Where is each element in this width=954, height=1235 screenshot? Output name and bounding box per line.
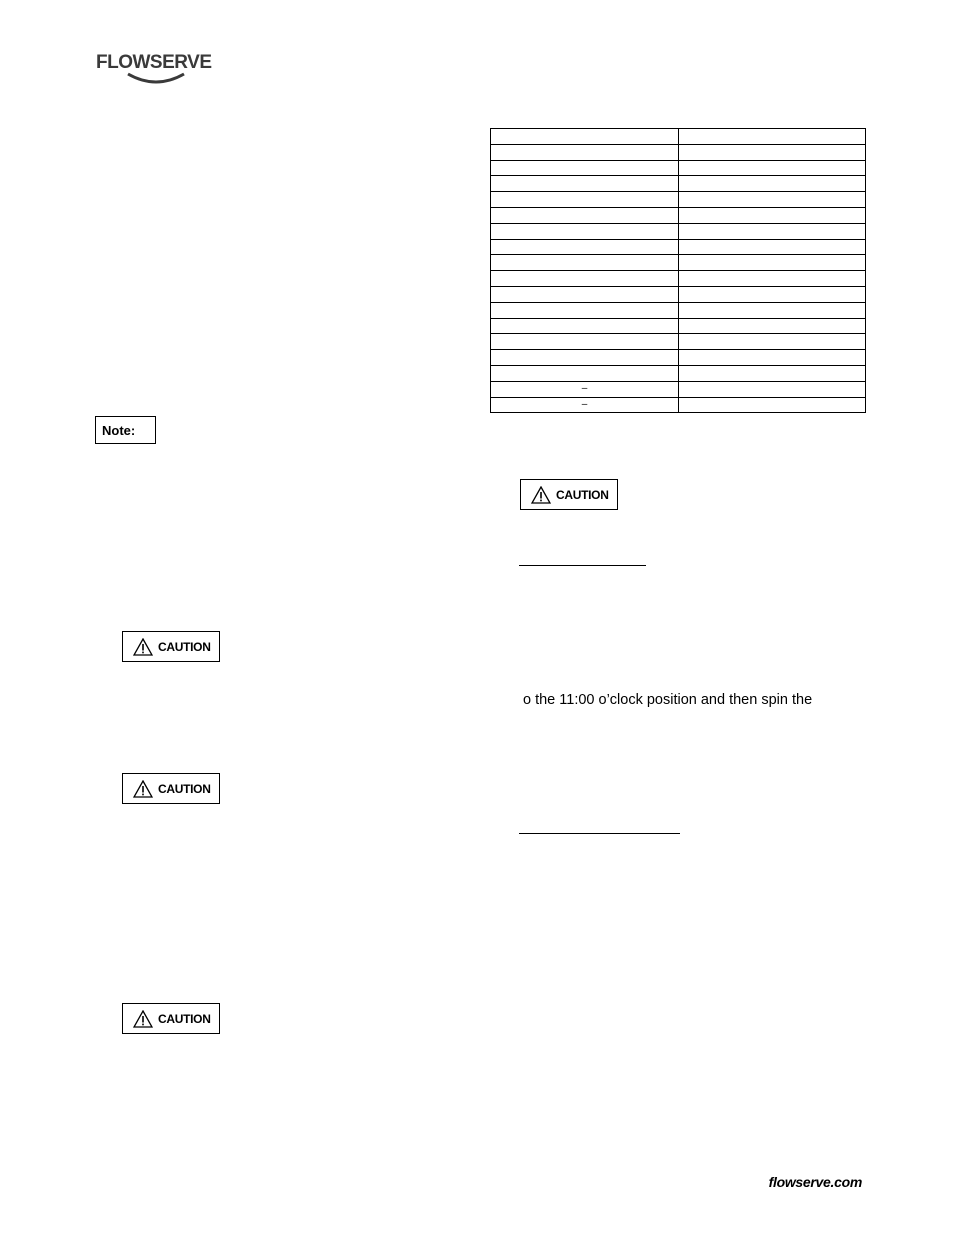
table-cell: [679, 334, 866, 350]
table-row: [491, 334, 866, 350]
table-cell: [679, 365, 866, 381]
caution-label: CAUTION: [556, 487, 609, 502]
caution-label: CAUTION: [158, 781, 211, 796]
table-cell: [491, 271, 679, 287]
table-cell: [491, 286, 679, 302]
table-row: [491, 239, 866, 255]
table-row: [491, 207, 866, 223]
table-cell: [679, 350, 866, 366]
table-row: [491, 271, 866, 287]
caution-box-4: [520, 479, 618, 510]
table-row: [491, 397, 866, 413]
table-row: [491, 176, 866, 192]
table-cell: [491, 365, 679, 381]
heading-underline-1: [519, 565, 646, 566]
caution-label: CAUTION: [158, 1011, 211, 1026]
table-cell: [679, 271, 866, 287]
table-cell: [491, 255, 679, 271]
logo-swoosh-icon: [126, 70, 186, 86]
warning-triangle-icon: [133, 1010, 153, 1028]
table-row: [491, 160, 866, 176]
note-box: Note:: [95, 416, 156, 444]
table-cell: [679, 129, 866, 145]
table-row: [491, 129, 866, 145]
table-cell: [679, 255, 866, 271]
data-table: [490, 128, 866, 413]
caution-box-2: [122, 773, 220, 804]
table-cell: [491, 223, 679, 239]
table-row: [491, 192, 866, 208]
heading-underline-2: [519, 833, 680, 834]
table-row: [491, 318, 866, 334]
flowserve-logo: [96, 52, 212, 88]
table-row: [491, 381, 866, 397]
table-cell: [679, 160, 866, 176]
table-cell: [679, 286, 866, 302]
table-cell: [491, 129, 679, 145]
caution-box-1: [122, 631, 220, 662]
table-cell: [491, 239, 679, 255]
logo-text: FLOWSERVE: [96, 52, 212, 73]
table-cell: [679, 239, 866, 255]
footer-website: flowserve.com: [768, 1174, 862, 1190]
table-cell: [491, 176, 679, 192]
table-cell: [491, 350, 679, 366]
table-row: [491, 302, 866, 318]
table-row: [491, 365, 866, 381]
table-cell: [491, 334, 679, 350]
table-cell: –: [491, 397, 679, 413]
table-cell: [491, 207, 679, 223]
table-cell: [679, 318, 866, 334]
table-cell: [679, 381, 866, 397]
table-cell: [491, 144, 679, 160]
table-cell: –: [491, 381, 679, 397]
table-cell: [491, 192, 679, 208]
warning-triangle-icon: [133, 638, 153, 656]
table-cell: [679, 223, 866, 239]
table-cell: [679, 144, 866, 160]
table-cell: [679, 302, 866, 318]
table-cell: [679, 192, 866, 208]
table-row: [491, 350, 866, 366]
body-text-fragment: o the 11:00 o’clock position and then spin the: [523, 692, 813, 708]
table-cell: [491, 302, 679, 318]
table-row: [491, 286, 866, 302]
table-row: [491, 223, 866, 239]
table-cell: [491, 318, 679, 334]
table-cell: [679, 207, 866, 223]
warning-triangle-icon: [133, 780, 153, 798]
table-cell: [679, 397, 866, 413]
table-row: [491, 255, 866, 271]
table-cell: [491, 160, 679, 176]
caution-box-3: [122, 1003, 220, 1034]
table-row: [491, 144, 866, 160]
table-cell: [679, 176, 866, 192]
caution-label: CAUTION: [158, 639, 211, 654]
warning-triangle-icon: [531, 486, 551, 504]
